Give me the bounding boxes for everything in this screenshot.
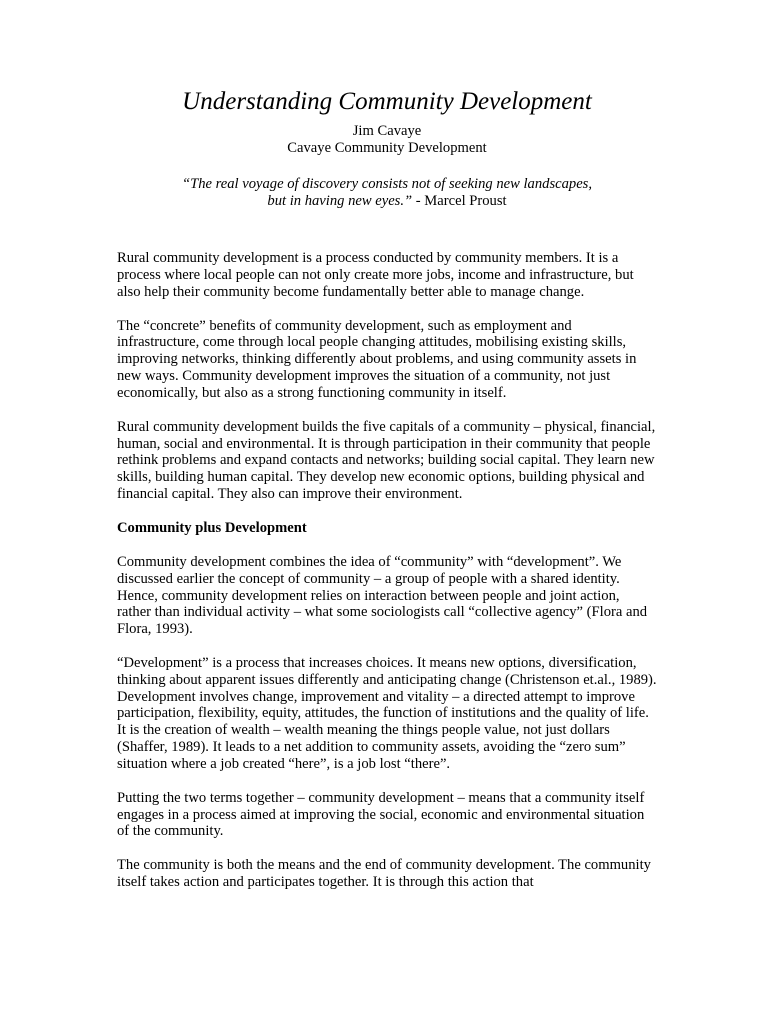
body-paragraph-3: Rural community development builds the five capitals of a community – physical, financial, human, social and environmental. It is through participation in their community that people rethink problems and expand contacts and networks; building social capital. They learn new skills, building human capital. They develop new economic options, building physical and financial capital. They also can improve their environment. [117, 418, 656, 502]
section-paragraph-1: Community development combines the idea of “community” with “development”. We discussed earlier the concept of community – a group of people with a shared identity. Hence, community development relies on interaction between people and joint action, rather than individual activity – what some sociologists call “collective agency” (Flora and Flora, 1993). [117, 553, 648, 638]
document-body [117, 250, 657, 891]
quote-line-1-text: “The real voyage of discovery consists not of seeking new landscapes, [181, 176, 593, 192]
section-heading: Community plus Development [117, 519, 307, 536]
quote-attribution: Marcel Proust [424, 193, 507, 209]
document-title: Understanding Community Development [182, 88, 592, 115]
quote-line-2-text: but in having new eyes.” [267, 193, 413, 209]
author-name: Jim Cavaye [352, 123, 422, 139]
quote-separator: - [412, 193, 425, 209]
epigraph-quote [117, 176, 657, 210]
section-paragraph-4: The community is both the means and the end of community development. The community itself takes action and participates together. It is through this action that [117, 857, 651, 891]
section-paragraph-3: Putting the two terms together – community development – means that a community itself engages in a process aimed at improving the social, economic and environmental situation of the community. [117, 789, 645, 840]
section-paragraph-2: “Development” is a process that increases choices. It means new options, diversification, thinking about apparent issues differently and anticipating change (Christenson et.al., 1989). Development involves change, improvement and vitality – a directed attempt to improve participation, flexibility, equity, attitudes, the function of institutions and the quality of life. It is the creation of wealth – wealth meaning the things people value, not just dollars (Shaffer, 1989). It leads to a net addition to community assets, avoiding the “zero sum” situation where a job created “here”, is a job lost “there”. [117, 655, 657, 772]
document-page [117, 86, 657, 908]
body-paragraph-2: The “concrete” benefits of community development, such as employment and infrastructure, come through local people changing attitudes, mobilising existing skills, improving networks, thinking differently about problems, and using community assets in new ways. Community development improves the situation of a community, not just economically, but also as a strong functioning community in itself. [117, 317, 637, 401]
body-paragraph-1: Rural community development is a process conducted by community members. It is a process where local people can not only create more jobs, income and infrastructure, but also help their community become fundamentally better able to manage change. [117, 250, 634, 300]
quote-line-2 [117, 193, 657, 210]
quote-line-1 [117, 176, 657, 193]
author-organization: Cavaye Community Development [287, 140, 487, 156]
